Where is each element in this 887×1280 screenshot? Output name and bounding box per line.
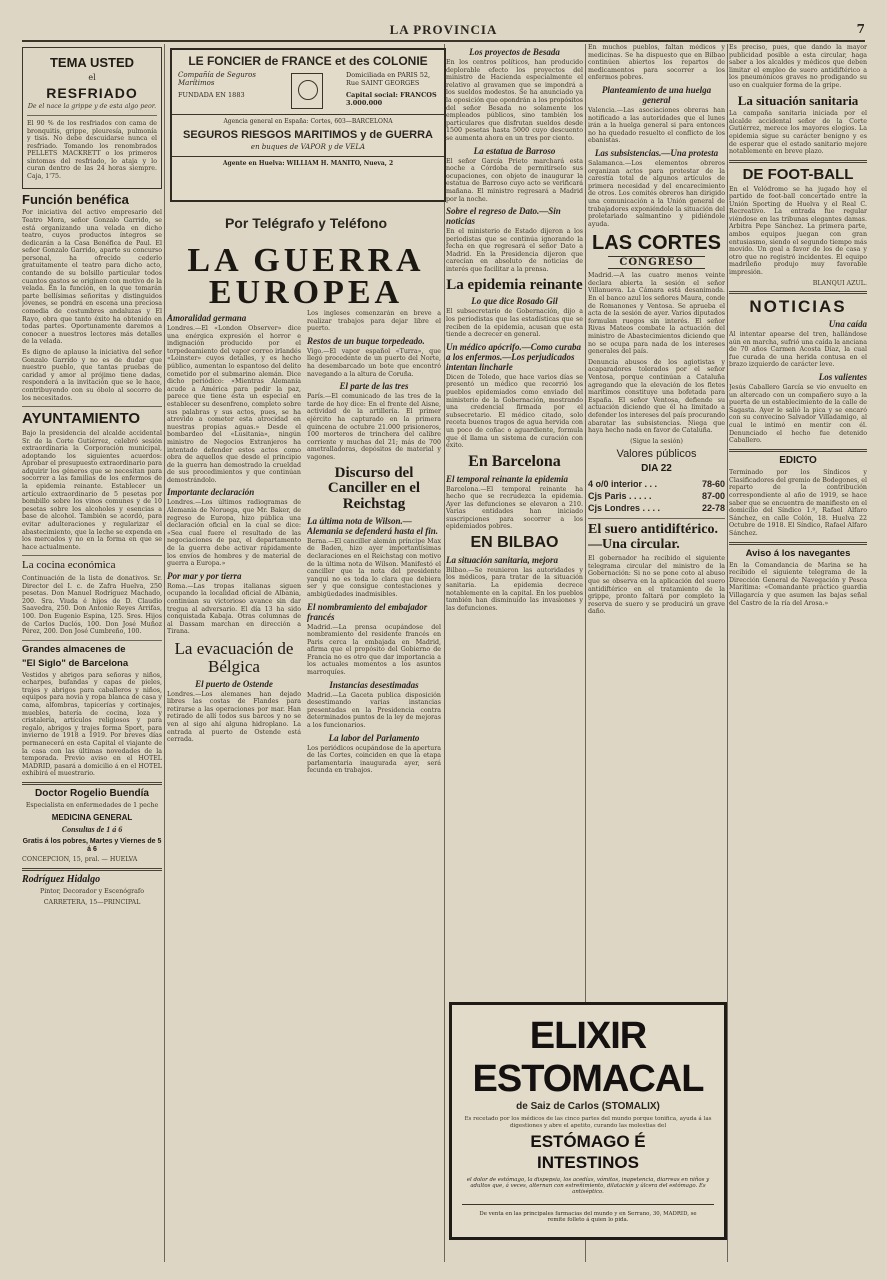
hidalgo-body: Pintor, Decorador y Escenógrafo — [39, 888, 145, 896]
funcion-body-2: Es digno de aplauso la iniciativa del señor Gonzalo Garrido y no es de dudar que nuestro pueblo, que tantas pruebas de caridad y amor al prójimo tiene dadas, responderá a la invitación que se le hace, contribuyendo con su óbolo al socorro de los necesitados. — [22, 349, 162, 402]
medico-body: Dicen de Toledo, que hace varios días se presentó un médico que recorrió los pueblos epidemiados como enviado del ministerio de la Gobernación, mostrando una credencial firmada por el subsecretario. El médico citado, solo receta buenos tragos de agua hervida con un poco de coñac o aguardiente, formula que él llama un sistema de curación con éxito. — [446, 373, 583, 450]
doctor-medicina: MEDICINA GENERAL — [51, 813, 133, 823]
col5-top-body: Es preciso, pues, que dando la mayor publicidad posible a esta circular, haga saber a los alcaldes y médicos que deben limitar el empleo de suero antidiftérico a los pneumónicos graves no prodigando su uso en cualquier forma de la gripe. — [729, 44, 867, 89]
doctor-body: Especialista en enfermedades de 1 peche — [25, 802, 159, 810]
proyectos-heading: Los proyectos de Besada — [469, 47, 560, 57]
column-4 — [588, 44, 725, 998]
caida-heading: Una caída — [828, 319, 867, 330]
subsistencias-body: Salamanca.—Los elementos obreros organizan actos para protestar de la carestía total de algunos artículos de primera necesidad y del encarecimiento de otros. Los comités obreros han dirigido una comunicación a la Unión general de trabajadores exponiéndole la situación del proletariado salmantino y pidiéndole ayuda. — [588, 159, 725, 228]
suero-body: El gobernador ha recibido el siguiente telegrama circular del ministro de la Gobernación: Si no se pone coto al abuso que se observa en la aplicación del suero antidiftérico en el tratamiento de la grippe, pronto faltará por completo la reserva de suero y se producirá un grave daño. — [588, 555, 725, 616]
tres-heading: El parte de las tres — [339, 381, 409, 392]
foncier-capital: Capital social: FRANCOS 3.000.000 — [346, 91, 437, 107]
newspaper-title: LA PROVINCIA — [389, 22, 498, 37]
cortes-heading: LAS CORTES — [592, 232, 721, 255]
evacuacion-body: Londres.—Los alemanes han dejado libres las costas de Flandes para retirarse a las operaciones por mar. Han retirado de allí todos sus barcos y no se ven al sigo ahí alguna hidroplano. La entrada al puerto de Ostende está cerrada. — [167, 690, 301, 744]
column-3 — [446, 44, 583, 998]
elixir-estomago: ESTÓMAGO É — [530, 1132, 646, 1151]
guerra-line-1: LA GUERRA — [187, 242, 425, 279]
discurso-heading: Discurso del Canciller en el Reichstag — [327, 464, 421, 512]
page-number: 7 — [856, 22, 865, 36]
guerra-line-2: EUROPEA — [208, 274, 404, 311]
restos-heading: Restos de un buque torpedeado. — [307, 335, 425, 346]
almacenes-body: Vestidos y abrigos para señoras y niños, echarpes, bufandas y capas de pieles, trajes y abrigos para caballeros y niños, equipos para novia y ropa blanca de casa y cama, alfombras, tapicerías y cortinajes, muebles, batería de cocina, loza y cristalería, artículos religiosos y para regalo, abrigos y trajes forma Sport, para invierno de 1918 a 1919. Por breves días permanecerá en esta Capital el viajante de la casa con las últimas novedades de la temporada. Previo aviso en el HOTEL MADRID, pasará a domicilio á en el HOTEL exhibirá el muestrario. — [22, 671, 162, 778]
doctor-gratis: Gratis á los pobres, Martes y Viernes de 5 á 6 — [22, 838, 162, 853]
valor-value: 87-00 — [701, 490, 725, 501]
valientes-heading: Los valientes — [818, 372, 867, 383]
barroso-body: El señor García Prieto marchará esta noche a Córdoba de permitírselo sus ocupaciones, con objeto de inaugurar la estatua de Barroso cuyo acto se verificará mañana. El ministro regresará a Madrid por la noche. — [446, 157, 583, 203]
ayuntamiento-heading: AYUNTAMIENTO — [22, 410, 141, 428]
barcelona-body: Barcelona.—El temporal reinante ha hecho que se recrudezca la epidemia. Ayer las defunciones se elevaron a 210. Varias entidades han iniciado suscripciones para socorrer a los epidemiados pobres. — [446, 485, 583, 531]
almacenes-heading-2: "El Siglo" de Barcelona — [22, 657, 129, 669]
column-rule — [444, 44, 445, 1262]
dato-heading: Sobre el regreso de Dato.—Sin noticias — [446, 206, 561, 227]
restos-body: Vigo.—El vapor español «Turra», que llegó procedente de un puerto del Norte, ha desembarcado un bote que encontró navegando a la altura de Coruña. — [307, 347, 441, 378]
resfriado-ad — [22, 47, 162, 189]
doctor-heading: Doctor Rogelio Buendía — [35, 787, 149, 799]
labor-body: Los periódicos ocupándose de la apertura de las Cortes, coinciden en que la etapa parlamentaria inaugurada ayer, será fecunda en trabajos. — [307, 744, 441, 775]
resfriado-tag: De el nace la grippe y de esta algo peor. — [27, 103, 157, 111]
ayuntamiento-body: Bajo la presidencia del alcalde accidental Sr. de la Corte Gutiérrez, celebró sesión extraordinaria la Corporación municipal, adoptando los siguientes acuerdos: Aprobar el presupuesto extraordinario para adquirir los géneros que se necesitan para socorrer a las familias de los enfermos de la epidemia reinante. Establecer un artículo extraordinario de 5 pesetas por bombillo sobre los vinos comunes y de 10 pesetas sobre los alcoholes y esencias a base de alcohol. También se acordó, para evitar adulteraciones y regularizar el abastecimiento, que la leche se expenda en los mercados y no en la forma en que se hace actualmente. — [22, 429, 162, 551]
caida-body: Al intentar apearse del tren, hallándose aún en marcha, sufrió una caída la anciana de 70 años Carmen Acosta Díaz, la cual fue curada de una herida contusa en el brazo izquierdo de carácter leve. — [729, 331, 867, 369]
elixir-subtitle: de Saiz de Carlos (STOMALIX) — [516, 1101, 660, 1112]
football-signature: BLANQUI AZUL. — [812, 279, 867, 287]
valor-label: Cjs Paris . . . . . — [588, 490, 652, 501]
ingleses-body: Los ingleses comenzarán en breve a realizar trabajos para dejar libre el puerto. — [307, 310, 441, 333]
funcion-body: Por iniciativa del activo empresario del Teatro Mora, señor Gonzalo Garrido, se está organizando una velada en dicho teatro, cuyos productos íntegros se dedicarán a la Casa Benéfica de Paul. El señor Gonzalo Garrido, aparte su concurso personal, ha ofrecido cederlo gratuitamente el teatro para dicho acto, contando de su bolsillo particular todos cuantos gastos se originen con motivo de la velada. En la función, en la que tomarán parte bellísimas señoritas y distinguidos jóvenes, se pondrá en escena una preciosa comedia de costumbres andaluzas y El Rayo, obra que tanto éxito ha obtenido en todas partes. Oportunamente daremos a conocer a nuestros lectores más detalles de la velada. — [22, 209, 162, 346]
foncier-ad — [170, 48, 446, 202]
nombramiento-body: Madrid.—La prensa ocupándose del nombramiento del residente francés en Paris cerca la embajada en Madrid, afirma que el propósito del Gobierno de Francia no es otro que dar importancia a los actuales momentos a los asuntos marroquíes. — [307, 623, 441, 677]
doctor-consultas: Consultas de 1 á 6 — [61, 825, 123, 835]
football-heading: DE FOOT-BALL — [742, 165, 854, 183]
cocina-body: Continuación de la lista de donativos. Sr. Director del I. c. de Zafra Huelva, 250 pesetas. Don Manuel Rodríguez Machado, 200. Sra. Viuda é hijos de D. Claudio Saavedra, 250. Don Antonio Reyes Arrifas, 100. Don Eugenio Espina, 125. Sres. Hijos de Carlos Duclós, 100. Don José Muñoz Pérez, 200. Don José Cumbreño, 100. — [22, 574, 162, 636]
huelga-body: Valencia.—Las asociaciones obreras han notificado a las autoridades que el lunes irán a la huelga general si para entonces no ha quedado resuelto el conflicto de los ebanistas. — [588, 106, 725, 145]
instancias-body: Madrid.—La Gaceta publica disposición desestimando varias instancias presentadas en la Presidencia contra determinados puntos de la ley de mejoras a los funcionarios. — [307, 691, 441, 730]
ultima-heading: La última nota de Wilson.—Alemania se defenderá hasta el fin. — [307, 515, 438, 536]
edicto-body: Terminado por los Síndicos y Clasificadores del gremio de Bodegones, el reparto de la contribución correspondiente al año de 1919, se hace saber que se encuentra de manifiesto en el domicilio del Síndico 1.º, Rafael Alfaro Sánchez, en calle Colón, 18. Huelva 22 Octubre de 1918. El Síndico, Rafael Alfaro Sánchez. — [729, 469, 867, 538]
nombramiento-heading: El nombramiento del embajador francés — [307, 601, 428, 622]
barcelona-heading: En Barcelona — [468, 452, 561, 470]
bilbao-heading: EN BILBAO — [470, 534, 559, 552]
elixir-desc: Es recetado por los médicos de las cinco partes del mundo porque tonifica, ayuda á las digestiones y abre el apetito, curando las molestias del — [464, 1116, 712, 1129]
funcion-heading: Función benéfica — [22, 191, 129, 207]
col4-top-body: En muchos pueblos, faltan médicos y medicinas. Se ha dispuesto que en Bilbao continúen abiertos los repartos de medicamentos para socorrer a los enfermos pobres. — [588, 44, 725, 82]
table-row — [588, 502, 725, 514]
hidalgo-address: CARRETERA, 15—PRINCIPAL — [43, 898, 141, 906]
huelga-heading: Planteamiento de una huelga general — [601, 84, 712, 105]
valores-date: DIA 22 — [641, 463, 672, 475]
epidemia-sub: Lo que dice Rosado Gil — [471, 296, 558, 307]
table-row — [588, 490, 725, 502]
dato-body: En el ministerio de Estado dijeron a los periodistas que se continúa ignorando la fecha en que regresará el señor Dato a Madrid. En la Presidencia dijeron que carecían en absoluto de noticias de interés que facilitar a la prensa. — [446, 228, 583, 274]
aviso-heading: Aviso á los navegantes — [745, 547, 851, 559]
doctor-address: CONCEPCION, 15, pral. — HUELVA — [22, 856, 138, 864]
bilbao-sub: La situación sanitaria, mejora — [446, 554, 559, 565]
column-rule — [164, 44, 165, 1262]
amoralidad-heading: Amoralidad germana — [167, 313, 247, 323]
foncier-founded: FUNDADA EN 1883 — [178, 91, 245, 99]
epidemia-heading: La epidemia reinante — [446, 276, 583, 293]
elixir-ad — [449, 1002, 727, 1240]
elixir-title: ELIXIR ESTOMACAL — [472, 1015, 704, 1100]
evacuacion-sub: El puerto de Ostende — [195, 678, 273, 689]
barroso-heading: La estatua de Barroso — [473, 145, 556, 156]
column-1 — [22, 44, 162, 1262]
ultima-body: Berna.—El canciller alemán príncipe Max de Baden, hizo ayer importantísimas declaraciones en el Reichstag con motivo de la última nota de Wilson. Manifestó el canciller que la nota del presidente yanqui no es toda lo clara que debiera ser y que consigue contestaciones y ambigüedades inadmisibles. — [307, 537, 441, 598]
table-row — [588, 478, 725, 490]
foncier-domicile: Domiciliada en PARIS 52, Rue SAINT GEORGES — [346, 71, 431, 87]
labor-heading: La labor del Parlamento — [328, 732, 420, 743]
page-header — [22, 22, 865, 42]
medico-heading: Un médico apócrifo.—Como curaba a los enfermos.—Los perjudicados intentan lincharle — [446, 341, 581, 372]
barcelona-sub: El temporal reinante la epidemia — [446, 473, 568, 484]
noticias-heading: NOTICIAS — [749, 297, 847, 317]
edicto-heading: EDICTO — [779, 454, 817, 466]
epidemia-body: El subsecretario de Gobernación, dijo a los periodistas que las estadísticas que se reciben de la epidemia, acusan que esta tiende a decrecer en general. — [446, 308, 583, 339]
cortes-body: Madrid.—A las cuatro menos veinte declara abierta la sesión el señor Villanueva. La Cámara está desanimada. En el banco azul los señores Maura, conde de Romanones y Ventosa. Se aprueba el acta de la sesión de ayer. Varios diputados formulan ruegos sin interés. El señor Rivas Mateos combate la actuación del ministro de Abastecimientos diciendo que no se ocupa para nada de los intereses generales del país. — [588, 272, 725, 356]
bilbao-body: Bilbao.—Se reunieron las autoridades y los médicos, para tratar de la situación sanitaria. La epidemia decrece notablemente en la capital. En los pueblos también han disminuido las invasiones y las defunciones. — [446, 566, 583, 612]
elixir-intestinos: INTESTINOS — [536, 1153, 639, 1172]
column-5 — [729, 44, 867, 1262]
almacenes-heading: Grandes almacenes de — [22, 643, 126, 655]
column-2-body — [167, 310, 442, 1262]
resfriado-line1: TEMA USTED — [49, 55, 135, 70]
foncier-company: Compañía de Seguros Marítimos — [178, 71, 256, 87]
resfriado-body: El 90 % de los resfriados con cama de bronquitis, grippe, pleuresía, pulmonía y tisis. No debe descuidarse nunca el resfriado. Tomando los renombrados PELLETS MACKRETT o los primeros síntomas del resfriado, lo ataja y lo curan dentro de las 24 horas siempre. Caja, 1'75. — [27, 119, 157, 181]
mar-heading: Por mar y por tierra — [167, 570, 242, 581]
evacuacion-heading: La evacuación de Bélgica — [174, 638, 294, 676]
instancias-heading: Instancias desestimadas — [329, 679, 419, 690]
valor-value: 78-60 — [701, 478, 725, 489]
coat-of-arms-icon — [291, 73, 323, 109]
mar-body: Roma.—Las tropas italianas siguen ocupando la localidad oficial de Albania, continúan su victorioso avance sin dar tregua al adversario. El día 13 ha sido conquistada Kabaja. Otras columnas de al Dassam marchan en dirección a Tirana. — [167, 582, 301, 636]
valor-value: 22-78 — [701, 502, 725, 513]
telegrafo-heading: Por Telégrafo y Teléfono — [224, 215, 388, 231]
elixir-foot: el dolor de estómago, la dispepsia, los acedías, vómitos, inapetencia, diarreas en niños y adultos que, á veces, alternan con estreñimiento, dilatación y úlcera del estómago. Es antiséptico. — [466, 1177, 710, 1196]
hidalgo-heading: Rodríguez Hidalgo — [22, 873, 101, 885]
aviso-body: En la Comandancia de Marina se ha recibido el siguiente telegrama de la Dirección General de Navegación y Pesca Marítima: «Comandante práctico guardia Villagarcía y que asumen las bajas señal del Castro de la ría del Arosa.» — [729, 561, 867, 607]
amoralidad-body: Londres.—El «London Observer» dice una enérgica expresión el horror e indignación producido por el torpedeamiento del vapor correo irlandés «Leinster» cuyos detalles, y es hecho público, aumentan lo espantoso del delito cometido por el submarino alemán. Dice dicho periódico: «Mientras Alemania acude a América para pedir la paz, parece que tiene ésta un especial en establecer su desenfreno, completo sobre sus palabras y sus actos, pues, se ha atrevido a cometer esta atrocidad en nuestras propias aguas.» Desde el bombardeo del «Lusitania», ningún ministro de Negocios Extranjeros ha intentado defender estos actos como obra de aquellos que desde el principio de la guerra han demostrado la crueldad de sus procedimientos y que continúan demostrándolo. — [167, 325, 301, 484]
foncier-agent: Agente en Huelva: WILLIAM H. MANITO, Nueva, 2 — [172, 156, 444, 167]
importante-heading: Importante declaración — [167, 487, 255, 498]
column-2-right — [307, 310, 441, 1262]
guerra-headline — [170, 242, 442, 311]
valientes-body: Jesús Caballero García se vio envuelto en un altercado con un compañero suyo a la puerta de un establecimiento de la calle de Sagasta. Ayer le salió la pica y se encaró con su convecino Salvador Villadamigo, al cual le intimó en mentir con él. Denunciado el hecho fue detenido Caballero. — [729, 384, 867, 445]
congreso-label: CONGRESO — [608, 256, 705, 269]
valor-label: Cjs Londres . . . . — [588, 502, 661, 513]
foncier-row — [172, 68, 444, 109]
valores-title: Valores públicos — [616, 448, 697, 461]
elixir-address: De venta en las principales farmacias del mundo y en Serrano, 30, MADRID, se remite folleto á quien lo pida. — [462, 1204, 714, 1223]
column-rule — [727, 44, 728, 1262]
foncier-agency: Agencia general en España: Cortes, 603—BARCELONA — [172, 114, 444, 125]
foncier-embarque: en buques de VAPOR y de VELA — [250, 143, 366, 151]
situacion-body: La campaña sanitaria iniciada por el alcalde accidental señor de la Corte Gutiérrez, merece los mayores elogios. La epidemia sigue su carácter benigno y es de esperar que el estado sanitario mejore notablemente en breve plazo. — [729, 110, 867, 156]
subsistencias-heading: Las subsistencias.—Una protesta — [594, 147, 719, 158]
resfriado-line2: el — [88, 72, 96, 82]
valores-table — [588, 478, 725, 514]
cortes-body-2: Denuncia abusos de los agiotistas y acaparadores tolerados por el señor Ventosa, porque continúan a Cataluña agregando que la elevación de los fletes marítimos constituye una bofetada para España. El señor Ventosa, defiende su actuación diciendo que él ha limitado a defender los intereses del país procurando abaratar las subsistencias. Niega que haya hecho nada en favor de Cataluña. — [588, 358, 725, 435]
tres-body: París.—El comunicado de las tres de la tarde de hoy dice: En el frente del Aisne, actividad de la artillería. El primer ejército ha capturado en la primera quincena de octubre 21.000 prisioneros, 100 morteros de trinchera del calibre corriente y muchas del 21; más de 700 ametralladoras, depósitos de material y vagones. — [307, 393, 441, 461]
situacion-heading: La situación sanitaria — [737, 92, 859, 108]
valor-label: 4 o/0 interior . . . — [588, 478, 658, 489]
proyectos-body: En los centros políticos, han producido deplorable efecto los proyectos del ministro de Hacienda especialmente el relativo al gravamen que se impondrá a los sueldos modestos. Se ha anunciado ya la oposición que opondrán a los propósitos del señor Besada no solamente los empleados públicos, sino también los particulares que disfrutan sueldos desde 1500 pesetas hasta 5000 cuyo descuento se aumenta ahora en un tres por ciento. — [446, 59, 583, 142]
cocina-heading: La cocina económica — [22, 559, 116, 572]
column-2-left — [167, 310, 301, 1262]
resfriado-line3: RESFRIADO — [46, 84, 138, 101]
valores-lead: (Sigue la sesión) — [630, 437, 683, 445]
foncier-seguros: SEGUROS RIESGOS MARITIMOS y de GUERRA — [183, 129, 433, 141]
suero-heading: El suero antidiftérico.—Una circular. — [588, 521, 719, 552]
foncier-title: LE FONCIER de FRANCE et des COLONIE — [188, 54, 428, 68]
football-body: En el Velódromo se ha jugado hoy el partido de foot-ball concertado entre la Unión Sporting de Huelva y el Real C. Recreativo. La entrada fue regular viéndose en las tribunas elegantes damas. Arbitra Pepe Sánchez. La primera parte, ambos equipos juegan con gran entusiasmo, siendo el segundo tiempo más movido. Un goal a favor de los de casa y otro que no registró incidentes. El equipo madrileño produjo muy favorable impresión. — [729, 185, 867, 277]
importante-body: Londres.—Los últimos radiogramas de Alemania de Noruega, que Mr. Baker, de regreso de Europa, hizo pública una declaración oficial en la cual se dice: «Sea cual fuere el resultado de las negociaciones de paz, el departamento de la guerra debe activar rápidamente los envíos de hombres y de material de guerra a Europa.» — [167, 499, 301, 568]
